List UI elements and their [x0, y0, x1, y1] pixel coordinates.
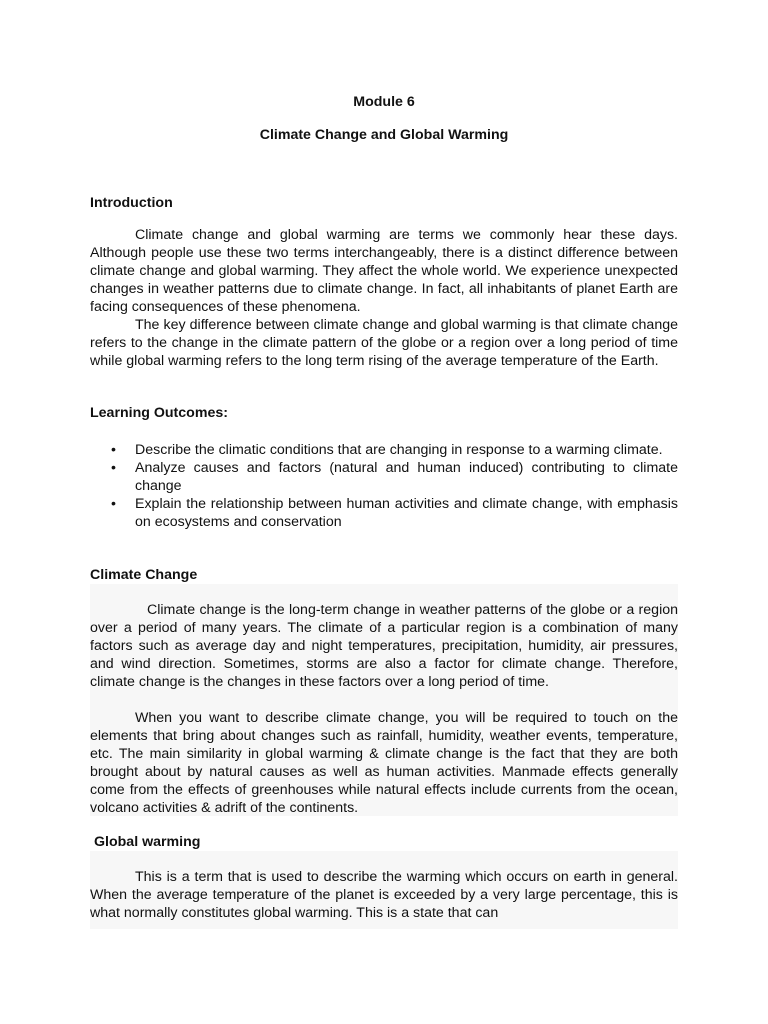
climate-change-paragraph-2: When you want to describe climate change, you will be required to touch on the elements that bring about changes such as rainfall, humidity, weather events, temperature, etc. The main similarity in global warming & climate change is the fact that they are both brought about by natural causes as well as human activities. Manmade effects generally come from the effects of greenhouses while natural effects include currents from the ocean, volcano activities & adrift of the continents. [90, 710, 678, 816]
global-warming-heading: Global warming [94, 834, 201, 850]
introduction-paragraph-2: The key difference between climate change and global warming is that climate change refers to the change in the climate pattern of the globe or a region over a long period of time while global warming refers to the long term rising of the average temperature of the Earth. [90, 317, 678, 369]
introduction-heading: Introduction [90, 195, 173, 211]
climate-change-paragraph-1: Climate change is the long-term change in weather patterns of the globe or a region over a period of many years. The climate of a particular region is a combination of many factors such as average day and night temperatures, precipitation, humidity, air pressures, and wind direction. Sometimes, storms are also a factor for climate change. Therefore, climate change is the changes in these factors over a long period of time. [90, 602, 678, 690]
document-title: Climate Change and Global Warming [259, 127, 509, 143]
learning-outcomes-list [90, 441, 678, 531]
climate-change-heading: Climate Change [90, 567, 198, 583]
introduction-paragraph-1: Climate change and global warming are terms we commonly hear these days. Although people use these two terms interchangeably, there is a distinct difference between climate change and global warming. They affect the whole world. We experience unexpected changes in weather patterns due to climate change. In fact, all inhabitants of planet Earth are facing consequences of these phenomena. [90, 227, 678, 315]
list-item: • Analyze causes and factors (natural and human induced) contributing to climate change [111, 460, 678, 494]
bullet-icon: • [111, 460, 116, 476]
bullet-icon: • [111, 442, 116, 458]
module-label: Module 6 [353, 94, 415, 110]
global-warming-paragraph-1: This is a term that is used to describe the warming which occurs on earth in general. When the average temperature of the planet is exceeded by a very large percentage, this is what normally constitutes global warming. This is a state that can [90, 869, 678, 921]
bullet-icon: • [111, 496, 116, 512]
list-item: • Describe the climatic conditions that are changing in response to a warming climate. [111, 442, 663, 458]
learning-outcomes-heading: Learning Outcomes: [90, 405, 228, 421]
list-item: • Explain the relationship between human activities and climate change, with emphasis on ecosystems and conservation [111, 496, 678, 530]
